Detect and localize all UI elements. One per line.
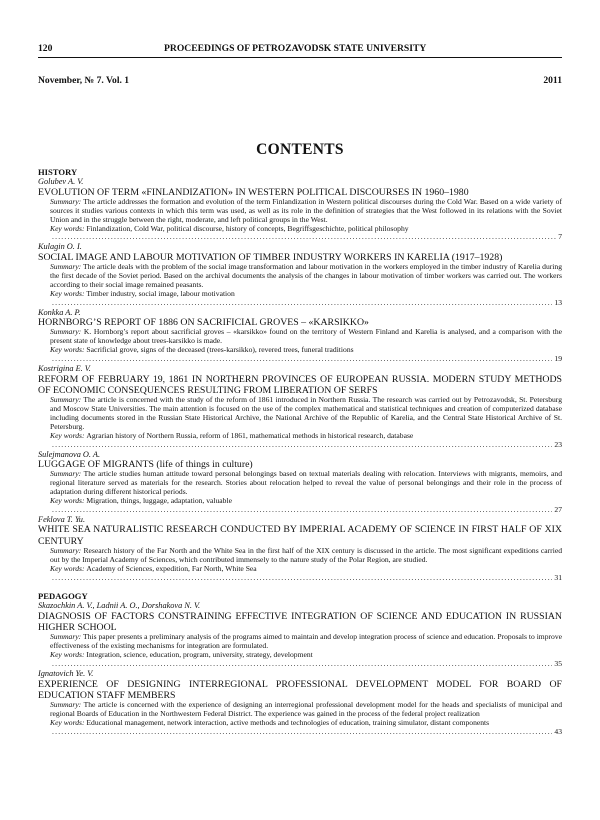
contents-title: CONTENTS — [256, 141, 344, 158]
running-header — [38, 43, 562, 55]
keywords-text: Agrarian history of Northern Russia, reform of 1861, mathematical methods in historical research, database — [86, 430, 414, 440]
summary-text: Research history of the Far North and the White Sea in the first half of the XIX century is discussed in the article. The most significant expeditions carried out by the Imperial Academy of Sciences, which contributed immensely to the nature study of the Polar Region, are studied. — [50, 545, 562, 564]
article-summary — [50, 198, 562, 225]
contents-page — [38, 43, 562, 737]
keywords-continued — [50, 728, 562, 737]
leader-dots — [52, 355, 552, 364]
toc-entry — [38, 669, 562, 737]
keywords-text: Migration, things, luggage, adaptation, valuable — [86, 496, 232, 506]
keywords-text: Sacrificial grove, signs of the deceased (trees-karsikko), revered trees, funeral traditions — [86, 345, 354, 355]
summary-text: The article is concerned with the study of the reform of 1861 introduced in Northern Russia. The research was carried out by Petrozavodsk, St. Petersburg and Moscow State Universities. The main attention is focused on the use of the complex mathematical and statistical techniques and creation of computerized database including documents stored in the Russian State Historical Archive, the National Archive of the Republic of Karelia, and the Central State Historical Archive of St. Petersburg. — [50, 395, 562, 431]
summary-label: Summary: — [50, 545, 82, 555]
keywords-label: Key words: — [50, 496, 87, 506]
keywords-text: Timber industry, social image, labour motivation — [86, 288, 235, 298]
summary-text: K. Hornborg’s report about sacrificial groves – «karsikko» found on the territory of Western Finland and Karelia is analysed, and a comparison with the present state of knowledge about trees-karsikko is made. — [50, 327, 562, 346]
summary-label: Summary: — [50, 262, 82, 272]
table-of-contents — [38, 167, 562, 737]
summary-label: Summary: — [50, 632, 82, 642]
article-summary — [50, 633, 562, 651]
section-heading: HISTORY — [38, 167, 78, 177]
keywords-label: Key words: — [50, 563, 87, 573]
summary-label: Summary: — [50, 469, 82, 479]
article-keywords — [50, 225, 562, 243]
article-author: Skazochkin A. V., Ladnii A. O., Dorshakova N. V. — [38, 601, 201, 611]
issue-label: November, № 7. Vol. 1 — [38, 75, 130, 86]
page-ref: 27 — [554, 504, 562, 514]
article-summary — [50, 263, 562, 290]
summary-text: The article deals with the problem of the social image transformation and labour motivation in the workers employed in the timber industry of Karelia during the first decade of the Soviet period. Based on the archival documents the analysis of the changes in labour motivation of timber workers was carried out. The workers according to their social image remained peasants. — [50, 262, 562, 289]
page-ref: 35 — [554, 659, 562, 669]
article-keywords — [50, 346, 562, 364]
section-heading: PEDAGOGY — [38, 591, 88, 602]
page-ref: 7 — [558, 232, 562, 242]
summary-text: The article addresses the formation and evolution of the term Finlandization in Western political discourses during the Cold War. Based on a wide variety of sources it studies various contexts in which this term was used, as well as its role in the definition of strategies that the West followed in its relations with the Soviet Union and in the struggle between the right, moderate, and left political groups in the West. — [50, 196, 562, 224]
keywords-text: Academy of Sciences, expedition, Far North, White Sea — [86, 563, 257, 573]
journal-title: PROCEEDINGS OF PETROZAVODSK STATE UNIVERSITY — [164, 43, 427, 54]
leader-dots — [52, 299, 552, 308]
article-author: Kulagin O. I. — [38, 242, 82, 252]
keywords-continued — [50, 574, 562, 583]
keywords-text: Finlandization, Cold War, political discourse, history of concepts, Begriffsgeschichte, political philosophy — [86, 223, 409, 233]
keywords-label: Key words: — [50, 717, 87, 727]
keywords-text: Integration, science, education, program, university, strategy, development — [86, 650, 313, 660]
keywords-label: Key words: — [50, 650, 87, 660]
article-author: Ignatovich Ye. V. — [38, 669, 94, 679]
toc-entry — [38, 242, 562, 307]
article-summary — [50, 547, 562, 565]
issue-year: 2011 — [543, 75, 562, 86]
article-title: REFORM OF FEBRUARY 19, 1861 IN NORTHERN PROVINCES OF EUROPEAN RUSSIA. MODERN STUDY METHODS OF ECONOMIC CONSEQUENCES RESULTING FROM LIBERATION OF SERFS — [38, 373, 562, 396]
article-summary — [50, 328, 562, 346]
summary-text: The article studies human attitude toward personal belongings based on textual materials dealing with relocation. Interviews with migrants, memoirs, and regional literature served as materials for the research. Stories about relocation helped to reveal the value of personal belongings and their role in the process of adaptation during different historical periods. — [50, 469, 562, 497]
article-author: Konkka A. P. — [38, 307, 81, 317]
keywords-continued — [50, 233, 562, 242]
toc-entry — [38, 515, 562, 583]
keywords-label: Key words: — [50, 223, 87, 233]
article-keywords — [50, 432, 562, 450]
summary-label: Summary: — [50, 327, 82, 337]
leader-dots — [52, 441, 552, 450]
keywords-continued — [50, 441, 562, 450]
page-number: 120 — [38, 43, 53, 54]
leader-dots — [52, 233, 556, 242]
article-keywords — [50, 651, 562, 669]
page-ref: 31 — [554, 572, 562, 582]
leader-dots — [52, 660, 552, 669]
article-title: HORNBORG’S REPORT OF 1886 ON SACRIFICIAL GROVES – «KARSIKKO» — [38, 317, 369, 329]
article-title: EVOLUTION OF TERM «FINLANDIZATION» IN WESTERN POLITICAL DISCOURSES IN 1960–1980 — [38, 186, 469, 198]
article-summary — [50, 701, 562, 719]
page-ref: 43 — [554, 726, 562, 736]
article-author: Feklova T. Yu. — [38, 514, 86, 524]
article-author: Golubev A. V. — [38, 177, 84, 186]
page-ref: 23 — [554, 439, 562, 449]
article-keywords — [50, 290, 562, 308]
keywords-continued — [50, 299, 562, 308]
keywords-text: Educational management, network interaction, active methods and technologies of education, training simulator, distant components — [86, 717, 490, 727]
article-title: WHITE SEA NATURALISTIC RESEARCH CONDUCTED BY IMPERIAL ACADEMY OF SCIENCE IN FIRST HALF OF XIX CENTURY — [38, 524, 562, 547]
keywords-label: Key words: — [50, 430, 87, 440]
keywords-label: Key words: — [50, 288, 87, 298]
toc-entry — [38, 450, 562, 515]
article-title: DIAGNOSIS OF FACTORS CONSTRAINING EFFECTIVE INTEGRATION OF SCIENCE AND EDUCATION IN RUSSIAN HIGHER SCHOOL — [38, 611, 562, 634]
issue-line — [38, 75, 562, 86]
article-author: Kostrigina E. V. — [38, 364, 91, 374]
article-summary — [50, 470, 562, 497]
keywords-continued — [50, 506, 562, 515]
summary-text: The article is concerned with the experience of designing an interregional professional development model for the heads and specialists of municipal and regional Boards of Education in the Northwestern Federal District. The experience was gained in the process of the federal project realization — [50, 700, 562, 718]
summary-label: Summary: — [50, 700, 82, 710]
article-title: EXPERIENCE OF DESIGNING INTERREGIONAL PROFESSIONAL DEVELOPMENT MODEL FOR BOARD OF EDUCATION STAFF MEMBERS — [38, 678, 562, 701]
toc-entry — [38, 601, 562, 669]
summary-label: Summary: — [50, 395, 82, 405]
toc-entry — [38, 364, 562, 449]
leader-dots — [52, 574, 552, 583]
summary-text: This paper presents a preliminary analysis of the programs aimed to maintain and develop integration process of science and education. Proposals to improve effectiveness of the existing mechanisms for integration are formulated. — [50, 632, 563, 651]
article-keywords — [50, 719, 562, 737]
toc-entry — [38, 308, 562, 364]
article-author: Sulejmanova O. A. — [38, 449, 101, 459]
page-ref: 13 — [554, 297, 562, 307]
article-summary — [50, 396, 562, 432]
keywords-continued — [50, 660, 562, 669]
page-ref: 19 — [554, 354, 562, 364]
keywords-continued — [50, 355, 562, 364]
leader-dots — [52, 728, 552, 737]
article-title: SOCIAL IMAGE AND LABOUR MOTIVATION OF TIMBER INDUSTRY WORKERS IN KARELIA (1917–1928) — [38, 251, 503, 263]
article-keywords — [50, 497, 562, 515]
article-keywords — [50, 565, 562, 583]
header-rule — [38, 57, 562, 58]
article-title: LUGGAGE OF MIGRANTS (life of things in culture) — [38, 459, 253, 471]
summary-label: Summary: — [50, 196, 82, 206]
leader-dots — [52, 506, 552, 515]
keywords-label: Key words: — [50, 345, 87, 355]
toc-entry — [38, 177, 562, 242]
